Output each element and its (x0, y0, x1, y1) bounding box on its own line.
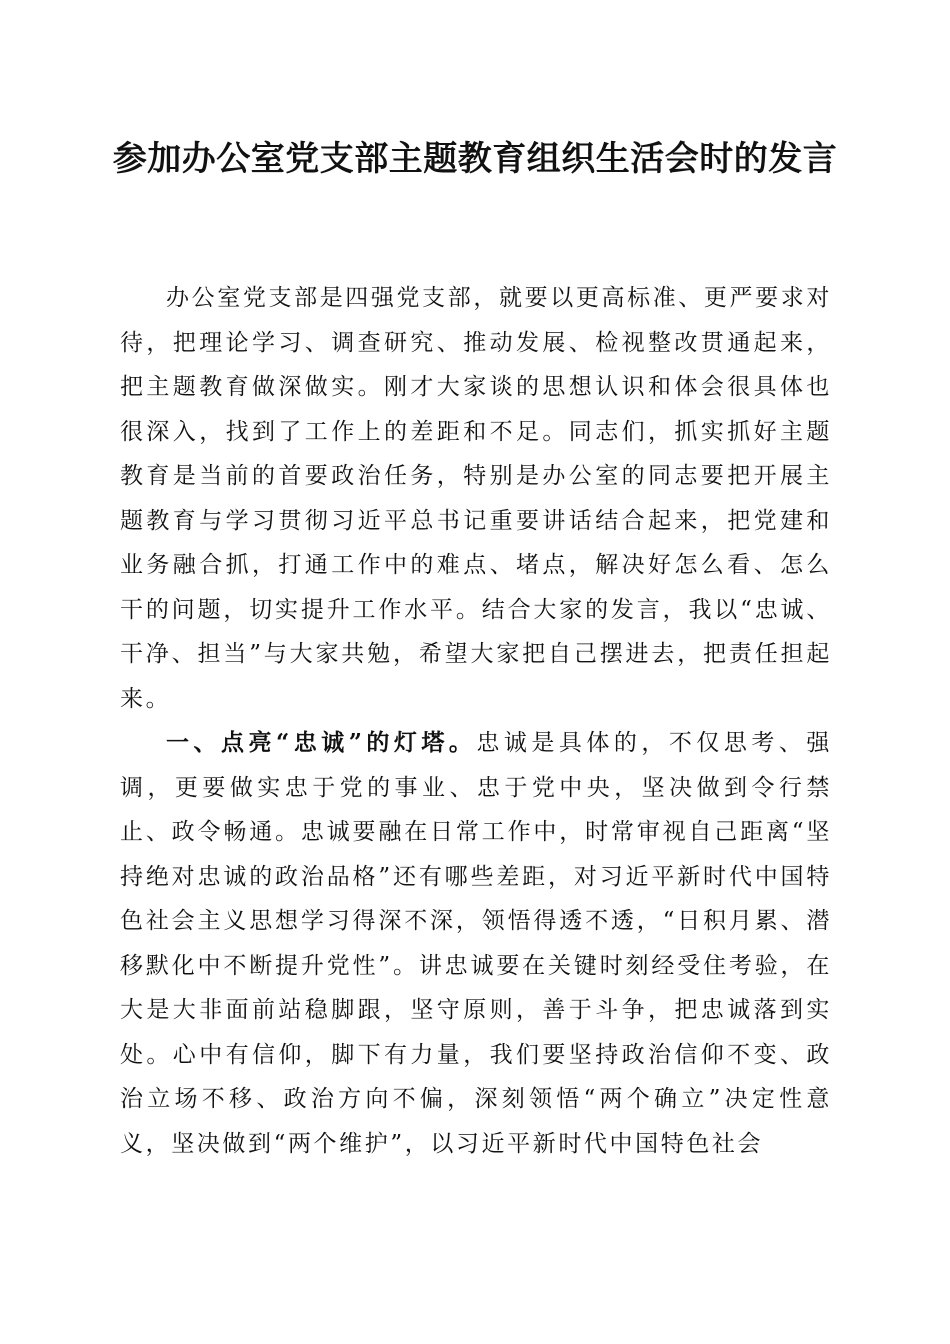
document-body (120, 276, 832, 1166)
paragraph-loyalty (120, 721, 832, 1166)
paragraph-intro (120, 276, 832, 721)
document-title: 参加办公室党支部主题教育组织生活会时的发言 (112, 139, 838, 179)
paragraph-loyalty-text: 忠诚是具体的，不仅思考、强调，更要做实忠于党的事业、忠于党中央，坚决做到令行禁止、政令畅通。忠诚要融在日常工作中，时常审视自己距离“坚持绝对忠诚的政治品格”还有哪些差距，对习近平新时代中国特色社会主义思想学习得深不深，领悟得透不透，“日积月累、潜移默化中不断提升党性”。讲忠诚要在关键时刻经受住考验，在大是大非面前站稳脚跟，坚守原则，善于斗争，把忠诚落到实处。心中有信仰，脚下有力量，我们要坚持政治信仰不变、政治立场不移、政治方向不偏，深刻领悟“两个确立”决定性意义，坚决做到“两个维护”，以习近平新时代中国特色社会 (120, 730, 832, 1157)
paragraph-intro-text: 办公室党支部是四强党支部，就要以更高标准、更严要求对待，把理论学习、调查研究、推动发展、检视整改贯通起来，把主题教育做深做实。刚才大家谈的思想认识和体会很具体也很深入，找到了工作上的差距和不足。同志们，抓实抓好主题教育是当前的首要政治任务，特别是办公室的同志要把开展主题教育与学习贯彻习近平总书记重要讲话结合起来，把党建和业务融合抓，打通工作中的难点、堵点，解决好怎么看、怎么干的问题，切实提升工作水平。结合大家的发言，我以“忠诚、干净、担当”与大家共勉，希望大家把自己摆进去，把责任担起来。 (120, 285, 832, 712)
section-heading-loyalty: 一、点亮“忠诚”的灯塔。 (166, 729, 477, 756)
